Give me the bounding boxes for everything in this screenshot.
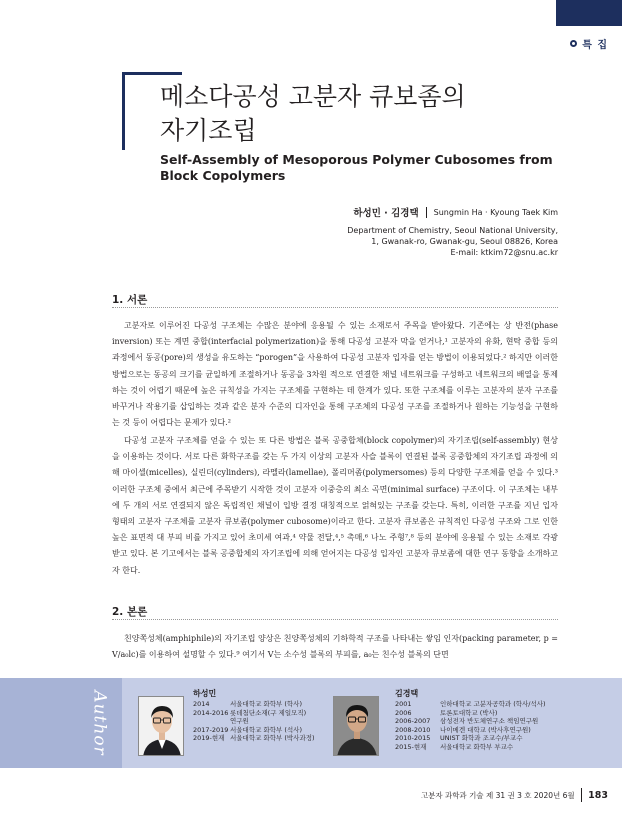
author-side-label — [85, 688, 115, 758]
cv-desc: 롯데첨단소재(구 제일모직) — [230, 708, 307, 717]
cv-row — [193, 709, 315, 718]
cv-desc: 서울대학교 화학부 (석사) — [230, 725, 302, 734]
author-cv-1 — [193, 700, 315, 743]
heading-divider — [112, 619, 558, 620]
author-separator — [426, 207, 427, 218]
section-tag-label: 특 집 — [582, 40, 608, 51]
cv-row — [395, 734, 546, 743]
cv-desc: 서울대학교 화학부 (학사) — [230, 700, 302, 708]
author-name-1: 하성민 — [193, 689, 217, 698]
page-number: 183 — [588, 789, 608, 801]
cv-desc: 삼성전자 반도체연구소 책임연구원 — [440, 717, 539, 726]
authors-korean: 하성민 · 김경택 — [353, 208, 419, 219]
cv-year: 2010-2015 — [395, 734, 431, 743]
cv-row — [193, 734, 315, 743]
affiliation — [347, 225, 558, 258]
cv-year: 2015-현재 — [395, 742, 427, 751]
corner-color-block — [556, 0, 622, 26]
cv-row — [395, 743, 546, 752]
title-ko-line1: 메소다공성 고분자 큐보좀의 — [160, 82, 466, 111]
cv-desc: UNIST 화학과 조교수/부교수 — [440, 734, 523, 743]
body-paragraph: 다공성 고분자 구조체를 얻을 수 있는 또 다른 방법은 블록 공중합체(block copolymer)의 자기조립(self-assembly) 현상을 이용하는 것이다. 서로 다른 화학구조를 갖는 두 가지 이상의 고분자 사슬 블록이 연결된 블록 공중합체의 자기조립 과정에 의해 마이셀(micelles), 실린더(cylinders), 라멜라(lamellae), 폴리머좀(polymersomes) 등의 다양한 구조체를 얻을 수 있다.³ 이러한 구조체 중에서 최근에 주목받기 시작한 것이 고분자 이중층의 최소 곡면(minimal surface) 구조이다. 이 구조체는 내부에 두 개의 서로 연결되지 않은 독립적인 채널이 입방 결정 대칭적으로 얽혀있는 구조를 갖는다. 특히, 이러한 구조를 지닌 입자 형태의 고분자 구조체를 고분자 큐보좀(polymer cubosome)이라고 한다. 고분자 큐보좀은 규칙적인 다공성 구조와 그로 인한 높은 표면적 대 부피 비를 가지고 있어 초미세 여과,⁴ 약물 전달,⁴,⁵ 촉매,⁶ 나노 주형⁷,⁸ 등의 분야에 응용될 수 있는 소재로 각광받고 있다. 본 기고에서는 블록 공중합체의 자기조립에 의해 얻어지는 다공성 입자인 고분자 큐보좀에 대한 연구 동향을 소개하고자 한다. — [112, 436, 558, 575]
body-paragraph: 친양쪽성체(amphiphile)의 자기조립 양상은 친양쪽성체의 기하학적 구조를 나타내는 쌓임 인자(packing parameter, p = V/a₀lc)를 이용하여 설명할 수 있다.⁹ 여기서 V는 소수성 블록의 부피를, a₀는 친수성 블록의 단면 — [112, 634, 558, 660]
section-heading-body: 2. 본론 — [112, 606, 148, 618]
author-info-box — [0, 678, 622, 768]
cv-desc: 토론토대학교 (박사) — [440, 708, 498, 717]
author-photo-2 — [333, 696, 379, 756]
author-line — [353, 205, 558, 219]
cv-row — [193, 717, 315, 726]
cv-year: 2017-2019 — [193, 725, 229, 734]
author-name-2: 김경택 — [395, 689, 419, 698]
footer-separator — [581, 788, 583, 802]
cv-year: 2008-2010 — [395, 725, 431, 734]
cv-desc: 서울대학교 화학부 부교수 — [440, 742, 514, 751]
affiliation-line: 1, Gwanak-ro, Gwanak-gu, Seoul 08826, Korea — [371, 237, 558, 246]
article-title-korean — [160, 80, 560, 148]
title-frame-line — [122, 72, 125, 150]
person-portrait-icon — [139, 697, 184, 756]
title-frame-line — [122, 72, 182, 75]
body-paragraph: 고분자로 이루어진 다공성 구조체는 수많은 분야에 응용될 수 있는 소재로서 주목을 받아왔다. 기존에는 상 반전(phase inversion) 또는 계면 중합(interfacial polymerization)을 통해 다공성 고분자 막을 얻거나,¹ 고분자의 유화, 현탁 중합 등의 과정에서 동공(pore)의 생성을 유도하는 “porogen”을 사용하여 다공성 고분자 입자를 얻는 방법이 이용되었다.² 하지만 이러한 방법으로는 동공의 크기를 균일하게 조절하거나 동공을 3차원 적으로 연결한 채널 네트워크를 구성하고 네트워크의 배열을 통제하는 것이 어렵기 때문에 높은 규칙성을 가지는 구조체를 구현하는 데 한계가 있다. 또한 구조체를 이루는 고분자의 분자 구조를 바꾸거나 작용기를 삽입하는 것과 같은 분자 수준의 디자인을 통해 구조체의 다공성 구조를 조절하거나 원하는 기능성을 구현하는 것 등이 어렵다는 문제가 있다.² — [112, 321, 558, 428]
cv-row — [395, 717, 546, 726]
cv-desc: 연구원 — [230, 717, 249, 726]
title-ko-line2: 자기조립 — [160, 116, 257, 145]
page-footer — [421, 788, 608, 802]
section-heading-intro: 1. 서론 — [112, 294, 148, 306]
cv-row — [395, 700, 546, 709]
author-cv-2 — [395, 700, 546, 752]
journal-info: 고분자 과학과 기술 제 31 권 3 호 2020년 6월 — [420, 790, 575, 800]
author-label-text: Author — [90, 690, 110, 756]
cv-desc: 서울대학교 화학부 (박사과정) — [230, 734, 315, 743]
authors-english: Sungmin Ha · Kyoung Taek Kim — [433, 207, 558, 217]
cv-year: 2006 — [395, 708, 412, 717]
cv-year: 2014-2016 — [193, 708, 229, 717]
cv-row — [193, 700, 315, 709]
cv-year: 2001 — [395, 700, 412, 708]
cv-year: 2006-2007 — [395, 717, 431, 726]
cv-desc: 인하대학교 고분자공학과 (학사/석사) — [440, 700, 546, 708]
author-photo-1 — [138, 696, 184, 756]
affiliation-line: Department of Chemistry, Seoul National University, — [347, 226, 558, 235]
heading-divider — [112, 307, 558, 308]
section-tag — [570, 36, 608, 51]
cv-year: 2014 — [193, 700, 210, 708]
person-portrait-icon — [334, 697, 379, 756]
cv-row — [395, 709, 546, 718]
ring-bullet-icon — [570, 40, 577, 47]
cv-year — [193, 717, 230, 726]
article-title-english: Self-Assembly of Mesoporous Polymer Cubosomes from Block Copolymers — [160, 152, 553, 183]
affiliation-email: E-mail: ktkim72@snu.ac.kr — [450, 248, 558, 257]
cv-year: 2019-현재 — [193, 734, 225, 743]
cv-desc: 나이메겐 대학교 (박사후연구원) — [440, 725, 531, 734]
